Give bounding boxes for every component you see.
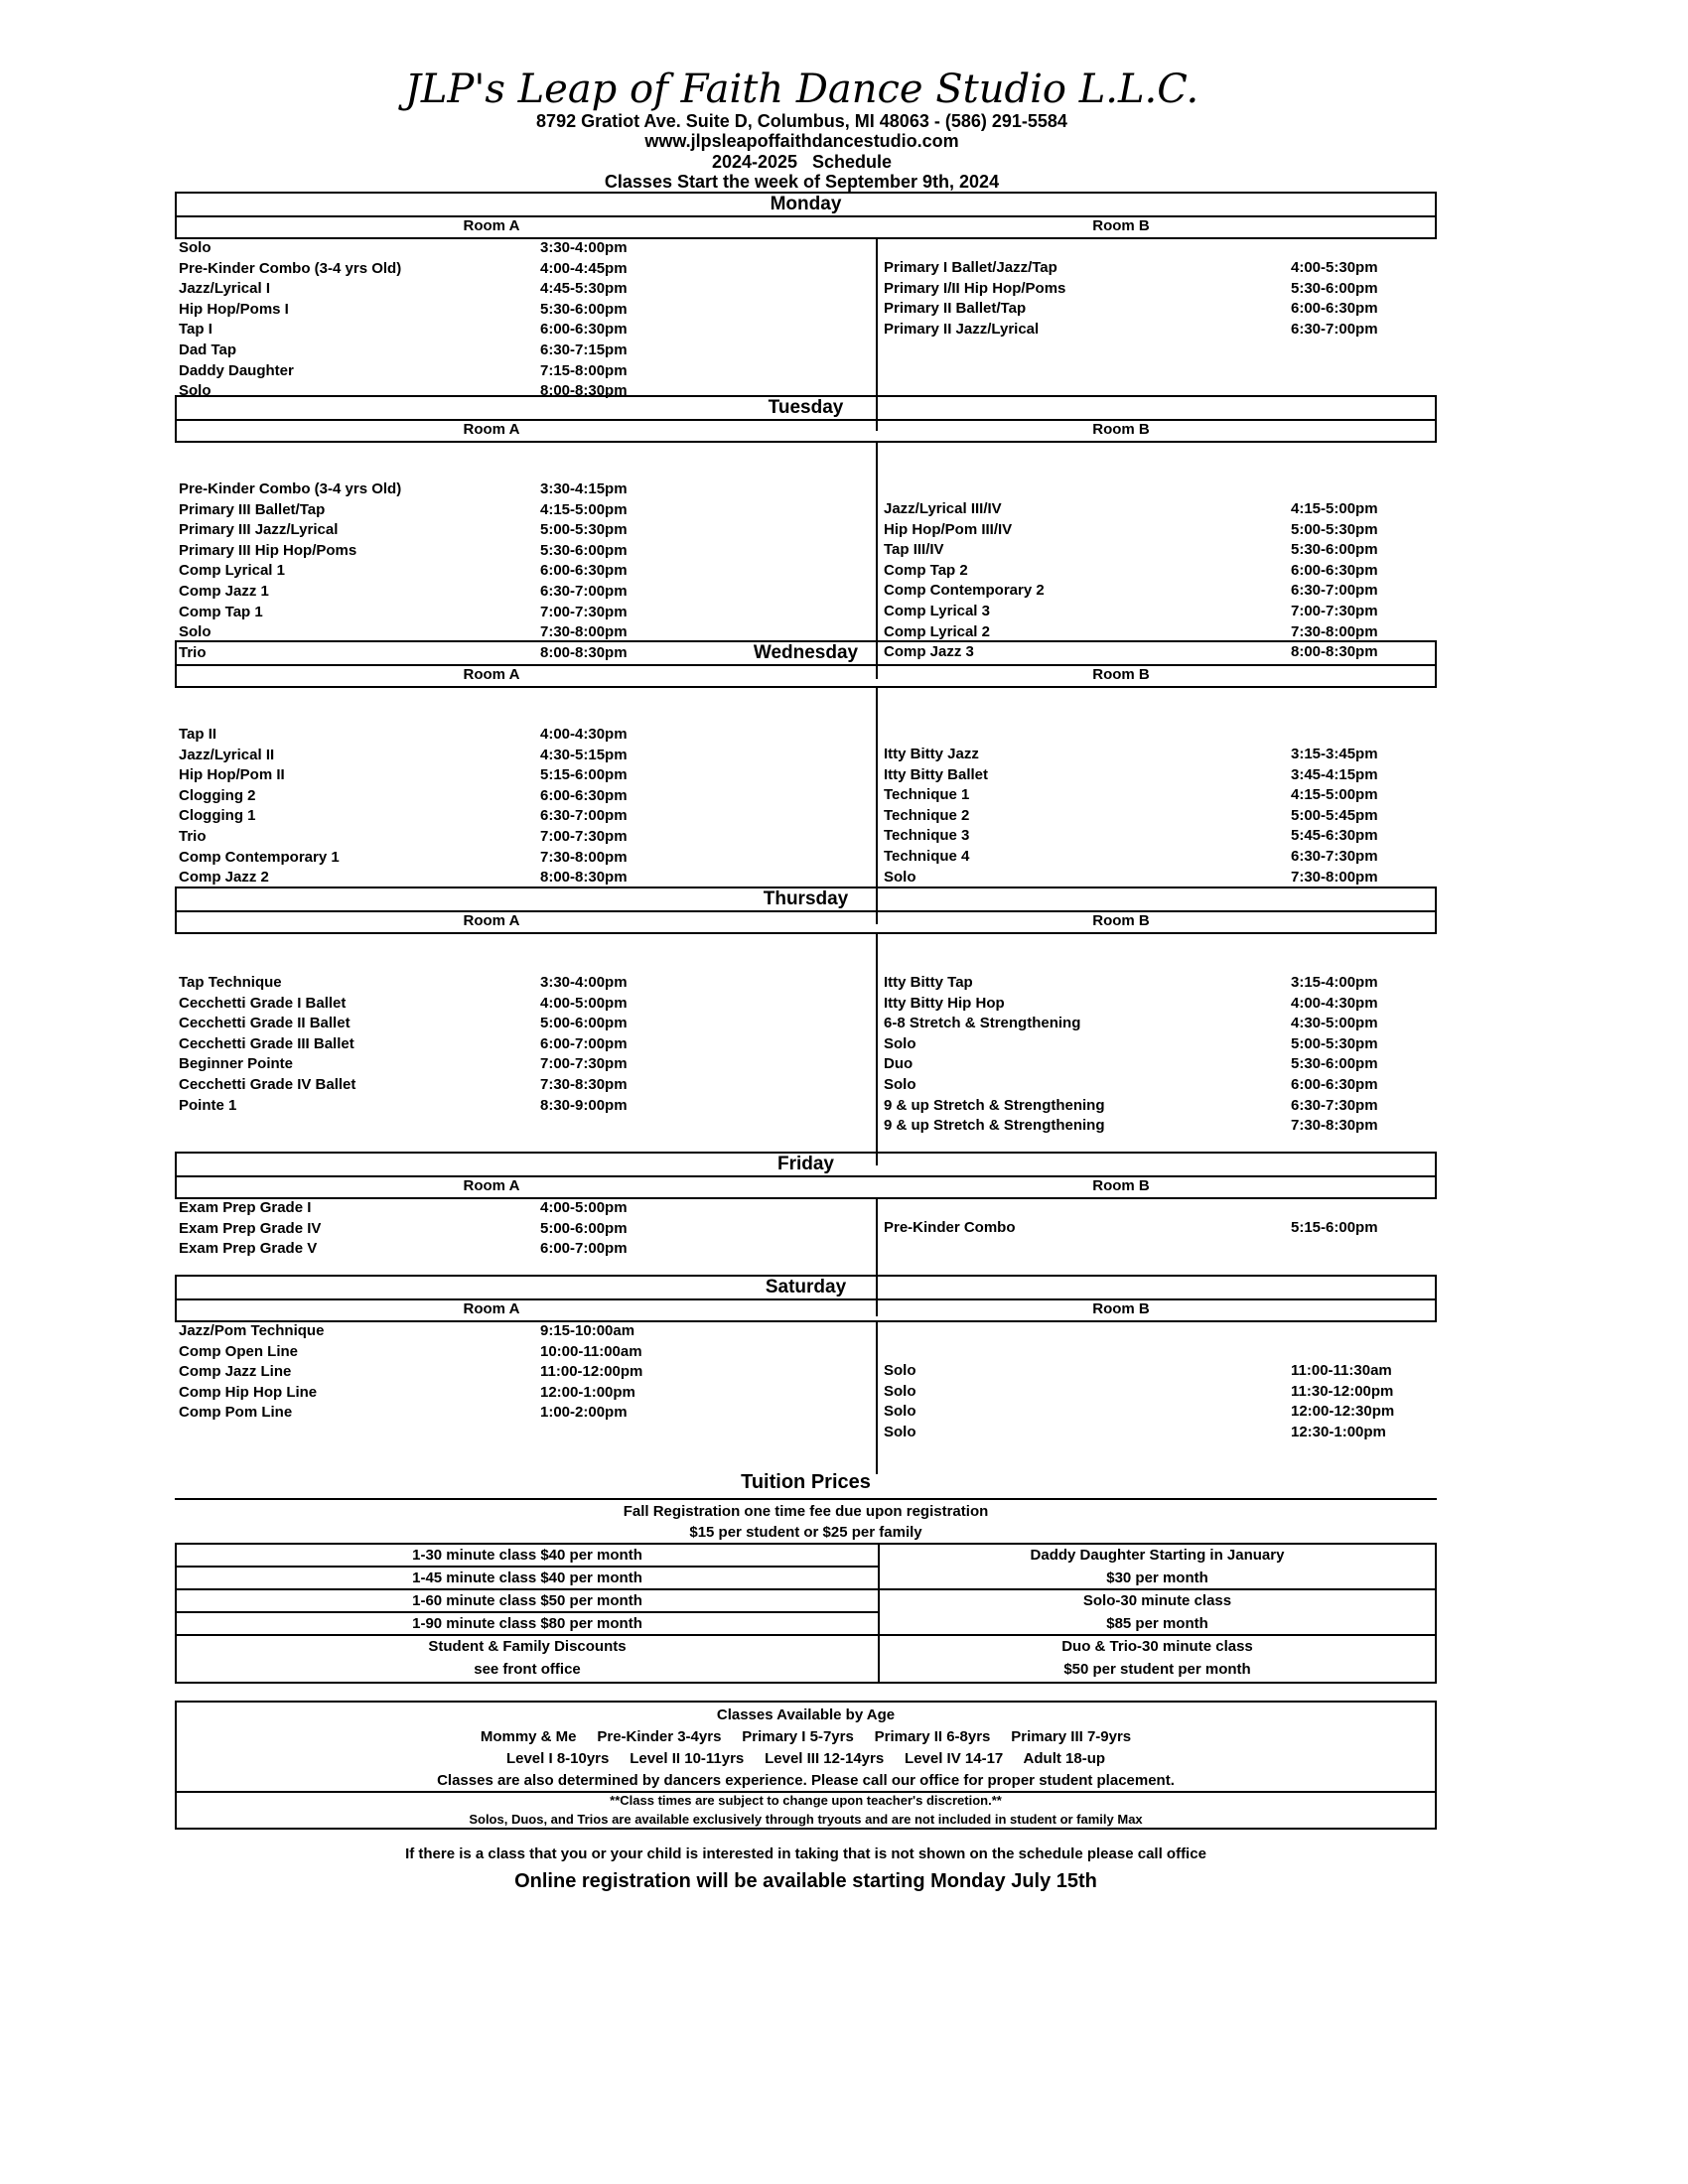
class-time: 1:00-2:00pm — [540, 1404, 628, 1422]
family-discounts: Student & Family Discounts — [428, 1638, 627, 1655]
class-row — [175, 257, 1437, 278]
class-name: Trio — [179, 828, 207, 845]
class-row — [175, 278, 1437, 299]
class-name: Tap II — [179, 726, 217, 743]
class-name: Solo — [179, 239, 211, 256]
class-time: 6:30-7:30pm — [1291, 1096, 1378, 1114]
class-time: 5:30-6:00pm — [1291, 541, 1378, 559]
registration-fee-line: Fall Registration one time fee due upon registration — [623, 1503, 989, 1520]
class-name: Primary III Ballet/Tap — [179, 500, 326, 518]
class-time: 8:00-8:30pm — [540, 382, 628, 400]
daddy-daughter-amount: $30 per month — [880, 1568, 1435, 1590]
price-60-min: 1-60 minute class $50 per month — [177, 1590, 878, 1613]
class-name: Comp Jazz 1 — [179, 583, 269, 600]
daddy-daughter-price: Daddy Daughter Starting in January — [1030, 1547, 1285, 1564]
studio-address: 8792 Gratiot Ave. Suite D, Columbus, MI 48063 - (586) 291-5584 — [536, 111, 1067, 131]
class-row — [175, 846, 1437, 867]
class-name: Primary II Ballet/Tap — [884, 300, 1027, 318]
class-name: Pre-Kinder Combo (3-4 yrs Old) — [179, 480, 402, 497]
online-registration-note: Online registration will be available starting Monday July 15th — [514, 1870, 1097, 1892]
class-time: 6:00-7:00pm — [540, 1034, 628, 1052]
day-header-tuesday — [175, 395, 1437, 443]
studio-website: www.jlpsleapoffaithdancestudio.com — [644, 131, 959, 151]
room-a-label: Room A — [463, 421, 520, 438]
class-name: Technique 4 — [884, 848, 970, 865]
class-name: Tap I — [179, 321, 212, 339]
class-name: Hip Hop/Pom II — [179, 766, 285, 784]
class-row — [175, 1013, 1437, 1033]
room-header-row — [177, 912, 1435, 932]
class-name: Jazz/Lyrical I — [179, 280, 270, 298]
class-row — [175, 237, 1437, 258]
class-time: 11:00-12:00pm — [540, 1363, 643, 1381]
class-time: 6:00-6:30pm — [1291, 1076, 1378, 1093]
class-name: 9 & up Stretch & Strengthening — [884, 1117, 1105, 1135]
age-title: Classes Available by Age — [716, 1706, 896, 1723]
price-90-min: 1-90 minute class $80 per month — [177, 1613, 878, 1636]
class-name: Solo — [179, 382, 211, 400]
class-row — [175, 498, 1437, 519]
class-time: 7:30-8:00pm — [1291, 868, 1378, 886]
class-name: Comp Contemporary 2 — [884, 582, 1045, 600]
class-time: 5:00-6:00pm — [540, 1015, 628, 1032]
class-name: Pre-Kinder Combo — [884, 1219, 1016, 1236]
class-name: 6-8 Stretch & Strengthening — [884, 1015, 1081, 1032]
class-name: Primary III Jazz/Lyrical — [179, 521, 339, 539]
class-name: Jazz/Lyrical II — [179, 746, 275, 763]
day-header-monday — [175, 192, 1437, 239]
class-time: 5:00-6:00pm — [540, 1219, 628, 1237]
class-time: 5:30-6:00pm — [1291, 1055, 1378, 1073]
class-time: 6:30-7:30pm — [1291, 848, 1378, 865]
class-time: 3:30-4:00pm — [540, 974, 628, 991]
class-name: Primary II Jazz/Lyrical — [884, 320, 1040, 338]
class-name: Comp Contemporary 1 — [179, 848, 340, 866]
class-name: Clogging 2 — [179, 786, 256, 804]
class-time: 6:30-7:00pm — [1291, 582, 1378, 600]
see-front-office: see front office — [474, 1661, 581, 1678]
class-time: 5:00-5:30pm — [1291, 1034, 1378, 1052]
class-time: 8:00-8:30pm — [540, 869, 628, 887]
class-row — [175, 1381, 1437, 1402]
class-row — [175, 1074, 1437, 1095]
day-classes-thursday — [175, 932, 1437, 1175]
class-name: Comp Open Line — [179, 1342, 298, 1360]
class-time: 7:15-8:00pm — [540, 361, 628, 379]
class-name: Technique 2 — [884, 806, 970, 824]
class-time: 3:45-4:15pm — [1291, 765, 1378, 783]
class-name: Beginner Pointe — [179, 1055, 294, 1073]
class-time: 5:30-6:00pm — [540, 300, 628, 318]
class-name: Comp Jazz 2 — [179, 869, 269, 887]
class-time: 6:30-7:00pm — [540, 583, 628, 600]
class-name: Comp Lyrical 2 — [884, 622, 990, 640]
class-time: 5:45-6:30pm — [1291, 827, 1378, 845]
class-name: Solo — [884, 1403, 916, 1421]
class-time: 6:30-7:15pm — [540, 341, 628, 358]
class-row — [175, 478, 1437, 499]
room-b-label: Room B — [1092, 666, 1150, 683]
class-time: 7:30-8:00pm — [540, 848, 628, 866]
class-time: 5:00-5:45pm — [1291, 806, 1378, 824]
duo-trio-amount: $50 per student per month — [1063, 1661, 1251, 1678]
class-time: 4:00-5:30pm — [1291, 259, 1378, 276]
call-office-note: If there is a class that you or your child is interested in taking that is not shown on the schedule please call office — [405, 1845, 1206, 1862]
class-name: Solo — [884, 1076, 916, 1093]
class-time: 7:00-7:30pm — [540, 1055, 628, 1073]
class-row — [175, 1197, 1437, 1218]
class-time: 5:15-6:00pm — [1291, 1219, 1378, 1236]
class-time: 4:00-4:30pm — [540, 726, 628, 743]
class-row — [175, 539, 1437, 560]
day-name: Friday — [177, 1154, 1435, 1177]
class-row — [175, 1320, 1437, 1341]
class-row — [175, 972, 1437, 993]
placement-note: Classes are also determined by dancers experience. Please call our office for proper student placement. — [437, 1772, 1175, 1789]
class-name: Cecchetti Grade II Ballet — [179, 1015, 351, 1032]
class-name: Cecchetti Grade I Ballet — [179, 994, 347, 1012]
day-name: Monday — [177, 194, 1435, 217]
class-row — [175, 1217, 1437, 1238]
studio-title: JLP's Leap of Faith Dance Studio L.L.C. — [404, 67, 1199, 112]
class-name: Solo — [884, 1034, 916, 1052]
class-row — [175, 744, 1437, 764]
room-a-label: Room A — [463, 666, 520, 683]
room-header-row — [177, 666, 1435, 686]
class-row — [175, 580, 1437, 601]
registration-fee-amount: $15 per student or $25 per family — [689, 1524, 922, 1541]
class-name: Solo — [884, 1382, 916, 1400]
class-time: 7:00-7:30pm — [540, 603, 628, 620]
class-name: Solo — [884, 1362, 916, 1379]
tuition-divider — [175, 1498, 1437, 1500]
class-time: 6:00-6:30pm — [1291, 300, 1378, 318]
class-time: 12:00-12:30pm — [1291, 1403, 1395, 1421]
schedule-change-note: **Class times are subject to change upon teacher's discretion.** — [610, 1793, 1002, 1808]
class-row — [175, 724, 1437, 745]
class-row — [175, 1095, 1437, 1116]
class-row — [175, 621, 1437, 642]
tuition-price-table — [175, 1543, 1437, 1684]
room-b-label: Room B — [1092, 421, 1150, 438]
class-row — [175, 560, 1437, 581]
class-time: 8:30-9:00pm — [540, 1096, 628, 1114]
class-time: 6:30-7:00pm — [1291, 320, 1378, 338]
class-name: Solo — [884, 1423, 916, 1440]
class-name: Trio — [179, 643, 207, 661]
class-time: 4:15-5:00pm — [1291, 786, 1378, 804]
class-row — [175, 867, 1437, 887]
age-levels-2: Level I 8-10yrs Level II 10-11yrs Level III 12-14yrs Level IV 14-17 Adult 18-up — [505, 1750, 1106, 1767]
class-time: 7:30-8:30pm — [540, 1076, 628, 1093]
class-time: 7:30-8:00pm — [540, 623, 628, 641]
class-time: 6:00-6:30pm — [540, 562, 628, 580]
class-name: Itty Bitty Hip Hop — [884, 994, 1005, 1012]
class-name: Comp Pom Line — [179, 1404, 293, 1422]
class-name: Hip Hop/Pom III/IV — [884, 520, 1013, 538]
class-row — [175, 601, 1437, 621]
class-row — [175, 360, 1437, 381]
class-name: Comp Tap 2 — [884, 561, 968, 579]
class-time: 7:30-8:00pm — [1291, 622, 1378, 640]
class-time: 10:00-11:00am — [540, 1342, 642, 1360]
class-name: Itty Bitty Jazz — [884, 746, 979, 762]
class-time: 4:00-5:00pm — [540, 1199, 628, 1216]
class-time: 4:15-5:00pm — [540, 500, 628, 518]
class-time: 9:15-10:00am — [540, 1322, 635, 1339]
duo-trio-price: Duo & Trio-30 minute class — [1061, 1638, 1253, 1655]
class-time: 5:30-6:00pm — [1291, 279, 1378, 297]
room-header-row — [177, 421, 1435, 441]
class-row — [175, 319, 1437, 340]
class-name: Solo — [179, 623, 211, 641]
class-time: 3:30-4:00pm — [540, 239, 628, 256]
day-header-saturday — [175, 1275, 1437, 1322]
class-time: 5:00-5:30pm — [1291, 520, 1378, 538]
class-time: 11:30-12:00pm — [1291, 1382, 1394, 1400]
class-row — [175, 764, 1437, 785]
price-45-min: 1-45 minute class $40 per month — [177, 1568, 878, 1590]
day-header-friday — [175, 1152, 1437, 1199]
class-row — [175, 1033, 1437, 1054]
day-name: Saturday — [177, 1277, 1435, 1300]
day-classes-saturday — [175, 1320, 1437, 1484]
class-name: 9 & up Stretch & Strengthening — [884, 1096, 1105, 1114]
class-name: Hip Hop/Poms I — [179, 300, 289, 318]
class-time: 3:30-4:15pm — [540, 480, 628, 497]
class-row — [175, 1341, 1437, 1362]
class-time: 6:30-7:00pm — [540, 807, 628, 825]
class-row — [175, 1401, 1437, 1422]
class-row — [175, 784, 1437, 805]
class-row — [175, 340, 1437, 360]
class-name: Itty Bitty Tap — [884, 974, 973, 991]
class-name: Primary I Ballet/Jazz/Tap — [884, 259, 1057, 276]
class-name: Duo — [884, 1055, 914, 1073]
class-time: 11:00-11:30am — [1291, 1362, 1392, 1379]
class-name: Tap III/IV — [884, 541, 944, 559]
price-30-min: 1-30 minute class $40 per month — [177, 1545, 878, 1568]
class-time: 6:00-6:30pm — [540, 786, 628, 804]
class-row — [175, 1238, 1437, 1259]
room-header-row — [177, 1300, 1435, 1320]
class-row — [175, 1422, 1437, 1442]
class-row — [175, 1053, 1437, 1074]
day-header-thursday — [175, 887, 1437, 934]
tryouts-note: Solos, Duos, and Trios are available exclusively through tryouts and are not included in student or family Max — [469, 1812, 1143, 1827]
solo-price: Solo-30 minute class — [1082, 1592, 1232, 1609]
class-time: 5:30-6:00pm — [540, 541, 628, 559]
class-time: 6:00-7:00pm — [540, 1240, 628, 1258]
class-time: 12:30-1:00pm — [1291, 1423, 1386, 1440]
class-time: 4:00-4:45pm — [540, 259, 628, 277]
class-name: Pre-Kinder Combo (3-4 yrs Old) — [179, 259, 402, 277]
class-name: Cecchetti Grade III Ballet — [179, 1034, 354, 1052]
class-time: 6:00-6:30pm — [1291, 561, 1378, 579]
room-a-label: Room A — [463, 217, 520, 234]
class-row — [175, 298, 1437, 319]
class-name: Dad Tap — [179, 341, 237, 358]
class-name: Pointe 1 — [179, 1096, 237, 1114]
class-name: Solo — [884, 868, 916, 886]
room-a-label: Room A — [463, 1177, 520, 1194]
class-time: 4:30-5:15pm — [540, 746, 628, 763]
class-time: 12:00-1:00pm — [540, 1383, 635, 1401]
room-b-label: Room B — [1092, 912, 1150, 929]
class-name: Exam Prep Grade I — [179, 1199, 312, 1216]
class-name: Exam Prep Grade V — [179, 1240, 318, 1258]
class-row — [175, 805, 1437, 826]
classes-by-age — [175, 1701, 1437, 1830]
class-name: Exam Prep Grade IV — [179, 1219, 322, 1237]
day-name: Tuesday — [177, 397, 1435, 421]
class-time: 3:15-4:00pm — [1291, 974, 1378, 991]
class-name: Primary I/II Hip Hop/Poms — [884, 279, 1066, 297]
day-name: Thursday — [177, 888, 1435, 912]
room-header-row — [177, 1177, 1435, 1197]
room-b-label: Room B — [1092, 1300, 1150, 1317]
class-name: Itty Bitty Ballet — [884, 765, 989, 783]
class-time: 4:30-5:00pm — [1291, 1015, 1378, 1032]
room-b-label: Room B — [1092, 1177, 1150, 1194]
class-name: Jazz/Pom Technique — [179, 1322, 325, 1339]
class-time: 3:15-3:45pm — [1291, 746, 1378, 762]
class-name: Primary III Hip Hop/Poms — [179, 541, 357, 559]
class-row — [175, 993, 1437, 1014]
class-name: Clogging 1 — [179, 807, 256, 825]
class-time: 5:00-5:30pm — [540, 521, 628, 539]
room-b-label: Room B — [1092, 217, 1150, 234]
class-time: 4:00-5:00pm — [540, 994, 628, 1012]
class-time: 8:00-8:30pm — [1291, 643, 1378, 661]
class-name: Comp Lyrical 3 — [884, 603, 990, 619]
class-time: 5:15-6:00pm — [540, 766, 628, 784]
age-levels-1: Mommy & Me Pre-Kinder 3-4yrs Primary I 5-7yrs Primary II 6-8yrs Primary III 7-9yrs — [480, 1728, 1132, 1745]
day-header-wednesday — [175, 640, 1437, 688]
class-name: Tap Technique — [179, 974, 282, 991]
class-row — [175, 519, 1437, 540]
solo-amount: $85 per month — [880, 1613, 1435, 1636]
class-time: 7:00-7:30pm — [1291, 603, 1378, 619]
class-name: Comp Lyrical 1 — [179, 562, 285, 580]
class-name: Comp Jazz Line — [179, 1363, 292, 1381]
class-row — [175, 1360, 1437, 1381]
class-time: 4:15-5:00pm — [1291, 500, 1378, 517]
class-row — [175, 825, 1437, 846]
schedule-year: 2024-2025 Schedule — [711, 152, 893, 172]
class-name: Technique 1 — [884, 786, 970, 804]
class-name: Comp Hip Hop Line — [179, 1383, 318, 1401]
room-a-label: Room A — [463, 912, 520, 929]
room-a-label: Room A — [463, 1300, 520, 1317]
class-time: 7:30-8:30pm — [1291, 1117, 1378, 1135]
class-name: Daddy Daughter — [179, 361, 294, 379]
class-name: Comp Jazz 3 — [884, 643, 974, 661]
classes-start: Classes Start the week of September 9th, 2024 — [604, 172, 1000, 192]
tuition-title: Tuition Prices — [741, 1471, 871, 1493]
class-row — [175, 1115, 1437, 1136]
class-name: Jazz/Lyrical III/IV — [884, 500, 1002, 517]
class-name: Cecchetti Grade IV Ballet — [179, 1076, 356, 1093]
class-time: 4:45-5:30pm — [540, 280, 628, 298]
class-name: Technique 3 — [884, 827, 970, 845]
class-time: 7:00-7:30pm — [540, 828, 628, 845]
day-name: Wednesday — [177, 642, 1435, 666]
class-name: Comp Tap 1 — [179, 603, 263, 620]
class-time: 4:00-4:30pm — [1291, 994, 1378, 1012]
class-time: 8:00-8:30pm — [540, 643, 628, 661]
room-header-row — [177, 217, 1435, 237]
class-time: 6:00-6:30pm — [540, 321, 628, 339]
